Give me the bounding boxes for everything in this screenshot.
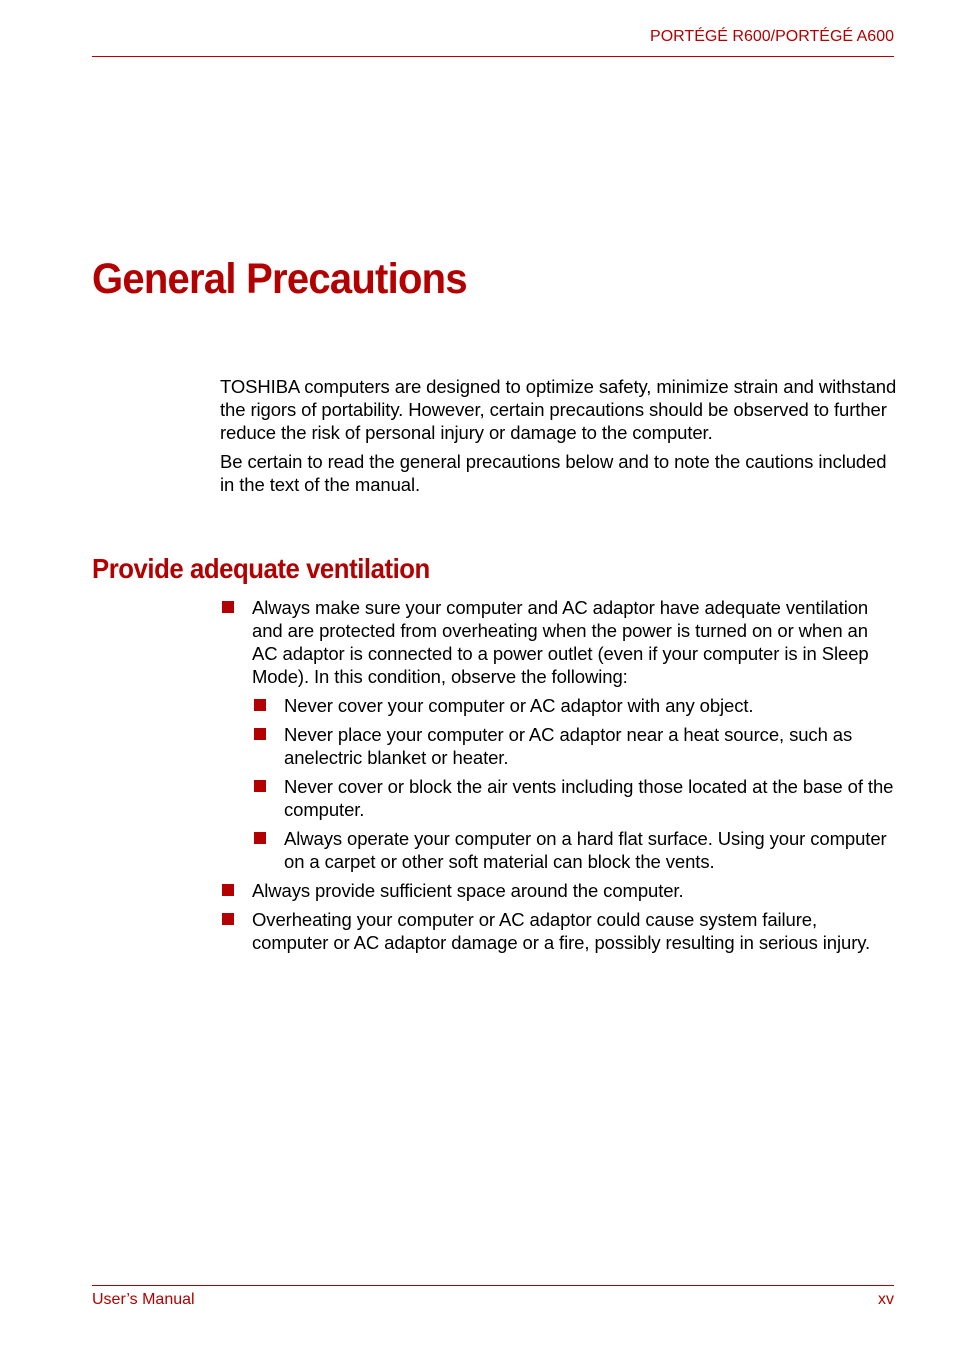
list-item-text: Always make sure your computer and AC adaptor have adequate ventilation and are protected from overheating when the power is turned on or when an AC adaptor is connected to a power outlet (even if your computer is in Sleep Mode). In this condition, observe the following: [252,597,869,687]
page-title: General Precautions [92,255,467,303]
list-item [220,908,896,954]
sub-list-item-text: Never place your computer or AC adaptor near a heat source, such as anelectric blanket or heater. [284,724,853,768]
list-item-text: Overheating your computer or AC adaptor could cause system failure, computer or AC adaptor damage or a fire, possibly resulting in serious injury. [252,909,871,953]
intro-paragraph: Be certain to read the general precautions below and to note the cautions included in the text of the manual. [220,451,887,495]
square-bullet-icon [254,728,266,740]
square-bullet-icon [254,780,266,792]
list-item [220,879,896,902]
square-bullet-icon [222,884,234,896]
square-bullet-icon [222,601,234,613]
intro-text [220,375,900,502]
ventilation-list [220,596,896,960]
sub-list-item-text: Always operate your computer on a hard flat surface. Using your computer on a carpet or other soft material can block the vents. [284,828,887,872]
sub-list-item [252,723,896,769]
square-bullet-icon [254,699,266,711]
sub-list-item-text: Never cover your computer or AC adaptor with any object. [284,695,754,716]
square-bullet-icon [254,832,266,844]
page-number: xv [878,1291,894,1308]
running-header: PORTÉGÉ R600/PORTÉGÉ A600 [650,28,894,45]
intro-paragraph: TOSHIBA computers are designed to optimize safety, minimize strain and withstand the rigors of portability. However, certain precautions should be observed to further reduce the risk of personal injury or damage to the computer. [220,376,897,443]
sub-list-item-text: Never cover or block the air vents including those located at the base of the computer. [284,776,894,820]
footer-rule [92,1285,894,1286]
sub-list-item [252,775,896,821]
list-item [220,596,896,873]
sub-list-item [252,827,896,873]
sub-list-item [252,694,896,717]
section-heading: Provide adequate ventilation [92,553,430,584]
sub-list [252,694,896,873]
header-rule [92,56,894,57]
footer-manual-label: User’s Manual [92,1291,195,1308]
square-bullet-icon [222,913,234,925]
list-item-text: Always provide sufficient space around the computer. [252,880,684,901]
